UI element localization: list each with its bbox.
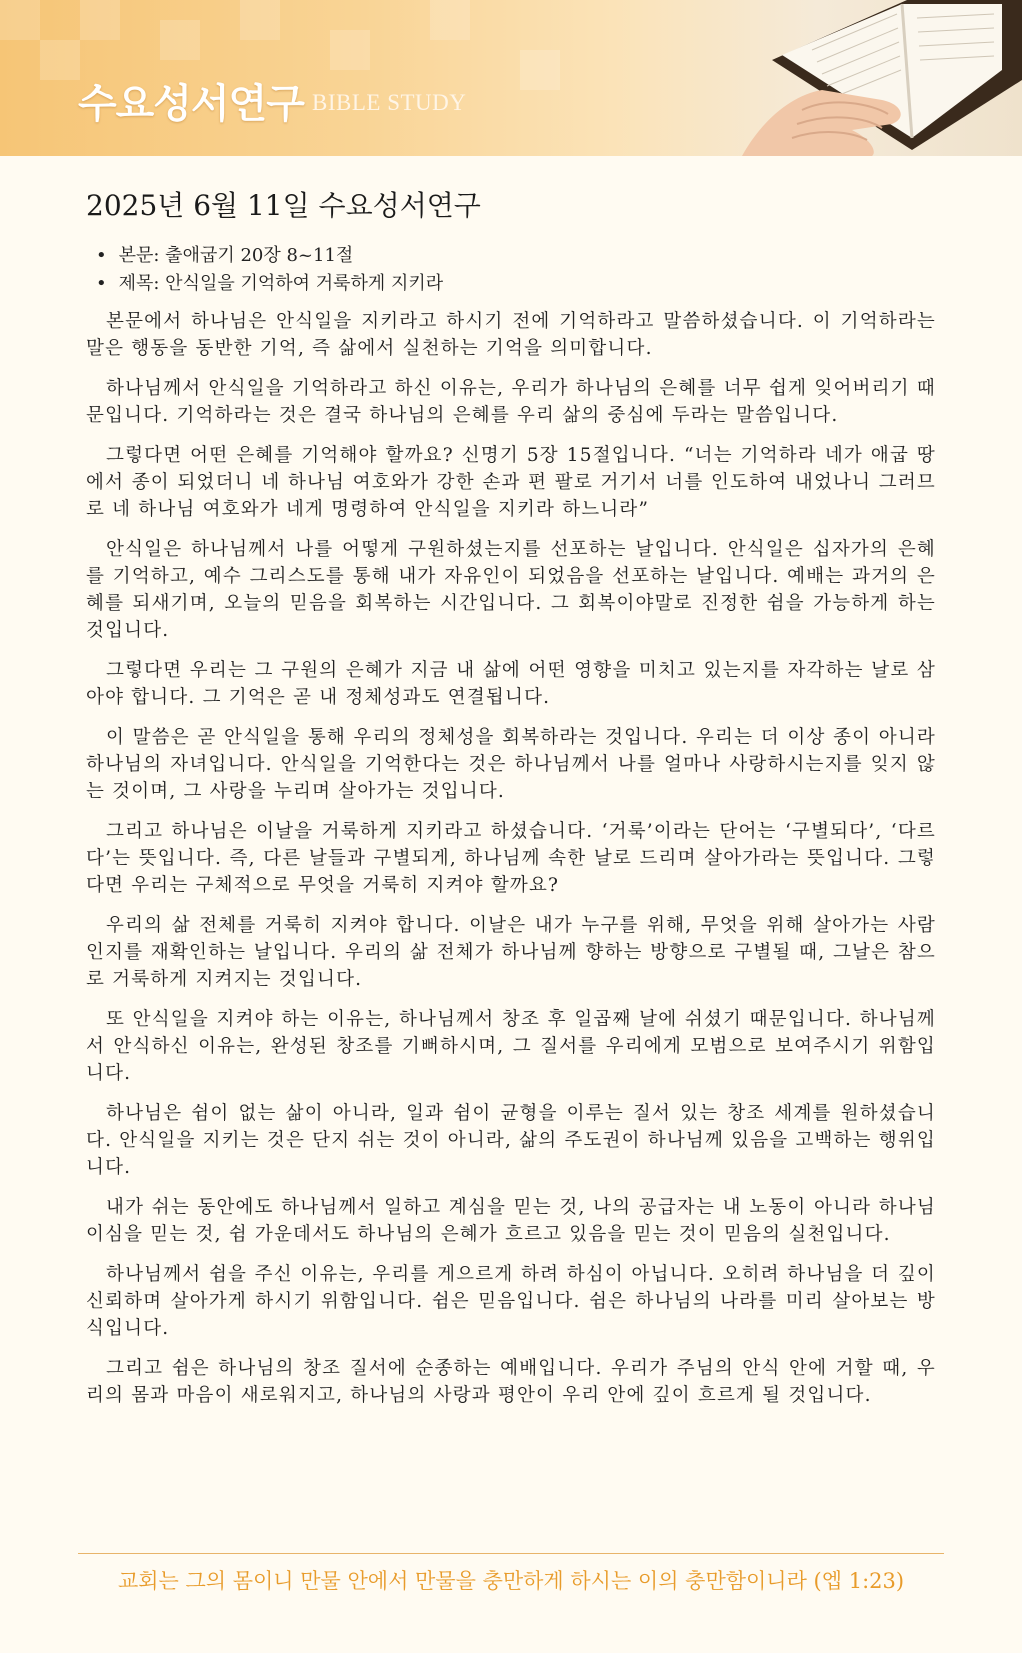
banner-subtitle: BIBLE STUDY xyxy=(312,90,467,115)
header-banner xyxy=(0,0,1022,156)
paragraph: 이 말씀은 곧 안식일을 통해 우리의 정체성을 회복하라는 것입니다. 우리는 더 이상 종이 아니라 하나님의 자녀입니다. 안식일을 기억한다는 것은 하나님께서 나를 얼마나 사랑하시는지를 잊지 않는 것이며, 그 사랑을 누리며 살아가는 것입니다. xyxy=(86,727,936,802)
paragraph: 하나님께서 안식일을 기억하라고 하신 이유는, 우리가 하나님의 은혜를 너무 쉽게 잊어버리기 때문입니다. 기억하라는 것은 결국 하나님의 은혜를 우리 삶의 중심에 두라는 말씀입니다. xyxy=(86,378,936,426)
paragraph: 그리고 쉼은 하나님의 창조 질서에 순종하는 예배입니다. 우리가 주님의 안식 안에 거할 때, 우리의 몸과 마음이 새로워지고, 하나님의 사랑과 평안이 우리 안에 깊이 흐르게 될 것입니다. xyxy=(86,1358,936,1406)
paragraph: 또 안식일을 지켜야 하는 이유는, 하나님께서 창조 후 일곱째 날에 쉬셨기 때문입니다. 하나님께서 안식하신 이유는, 완성된 창조를 기뻐하시며, 그 질서를 우리에게 모범으로 보여주시기 위함입니다. xyxy=(86,1009,936,1084)
meta-scripture: • 본문: 출애굽기 20장 8~11절 xyxy=(96,242,936,270)
paragraph: 그렇다면 어떤 은혜를 기억해야 할까요? 신명기 5장 15절입니다. “너는 기억하라 네가 애굽 땅에서 종이 되었더니 네 하나님 여호와가 강한 손과 편 팔로 거기서 너를 인도하여 내었나니 그러므로 네 하나님 여호와가 네게 명령하여 안식일을 지키라 하느니라” xyxy=(86,445,936,520)
meta-subject: • 제목: 안식일을 기억하여 거룩하게 지키라 xyxy=(96,270,936,298)
paragraph: 우리의 삶 전체를 거룩히 지켜야 합니다. 이날은 내가 누구를 위해, 무엇을 위해 살아가는 사람인지를 재확인하는 날입니다. 우리의 삶 전체가 하나님께 향하는 방향으로 구별될 때, 그날은 참으로 거룩하게 지켜지는 것입니다. xyxy=(86,915,936,990)
paragraph: 그렇다면 우리는 그 구원의 은혜가 지금 내 삶에 어떤 영향을 미치고 있는지를 자각하는 날로 삼아야 합니다. 그 기억은 곧 내 정체성과도 연결됩니다. xyxy=(86,660,936,708)
paragraph: 하나님께서 쉼을 주신 이유는, 우리를 게으르게 하려 하심이 아닙니다. 오히려 하나님을 더 깊이 신뢰하며 살아가게 하시기 위함입니다. 쉼은 믿음입니다. 쉼은 하나님의 나라를 미리 살아보는 방식입니다. xyxy=(86,1264,936,1339)
decor-square xyxy=(160,20,200,60)
meta-list xyxy=(86,242,936,298)
decor-square xyxy=(0,0,40,40)
decor-square xyxy=(40,40,80,80)
paragraph: 본문에서 하나님은 안식일을 지키라고 하시기 전에 기억하라고 말씀하셨습니다. 이 기억하라는 말은 행동을 동반한 기억, 즉 삶에서 실천하는 기억을 의미합니다. xyxy=(86,311,936,359)
paragraph: 그리고 하나님은 이날을 거룩하게 지키라고 하셨습니다. ‘거룩’이라는 단어는 ‘구별되다’, ‘다르다’는 뜻입니다. 즉, 다른 날들과 구별되게, 하나님께 속한 날로 드리며 살아가라는 뜻입니다. 그렇다면 우리는 구체적으로 무엇을 거룩히 지켜야 할까요? xyxy=(86,821,936,896)
decor-square xyxy=(330,30,370,70)
paragraph: 안식일은 하나님께서 나를 어떻게 구원하셨는지를 선포하는 날입니다. 안식일은 십자가의 은혜를 기억하고, 예수 그리스도를 통해 내가 자유인이 되었음을 선포하는 날입니다. 예배는 과거의 은혜를 되새기며, 오늘의 믿음을 회복하는 시간입니다. 그 회복이야말로 진정한 쉼을 가능하게 하는 것입니다. xyxy=(86,539,936,641)
footer-divider xyxy=(78,1553,944,1554)
footer-verse: 교회는 그의 몸이니 만물 안에서 만물을 충만하게 하시는 이의 충만함이니라 (엡 1:23) xyxy=(117,1569,905,1593)
decor-square xyxy=(430,0,470,40)
decor-square xyxy=(520,50,560,90)
page-title: 2025년 6월 11일 수요성서연구 xyxy=(86,189,481,222)
decor-square xyxy=(240,0,280,40)
decor-square xyxy=(80,0,120,40)
article xyxy=(0,156,1022,1409)
banner-title: 수요성서연구 xyxy=(78,81,304,127)
paragraph: 내가 쉬는 동안에도 하나님께서 일하고 계심을 믿는 것, 나의 공급자는 내 노동이 아니라 하나님이심을 믿는 것, 쉼 가운데서도 하나님의 은혜가 흐르고 있음을 믿는 것이 믿음의 실천입니다. xyxy=(86,1197,936,1245)
bible-hands-icon xyxy=(702,0,1022,156)
paragraph: 하나님은 쉼이 없는 삶이 아니라, 일과 쉼이 균형을 이루는 질서 있는 창조 세계를 원하셨습니다. 안식일을 지키는 것은 단지 쉬는 것이 아니라, 삶의 주도권이 하나님께 있음을 고백하는 행위입니다. xyxy=(86,1103,936,1178)
